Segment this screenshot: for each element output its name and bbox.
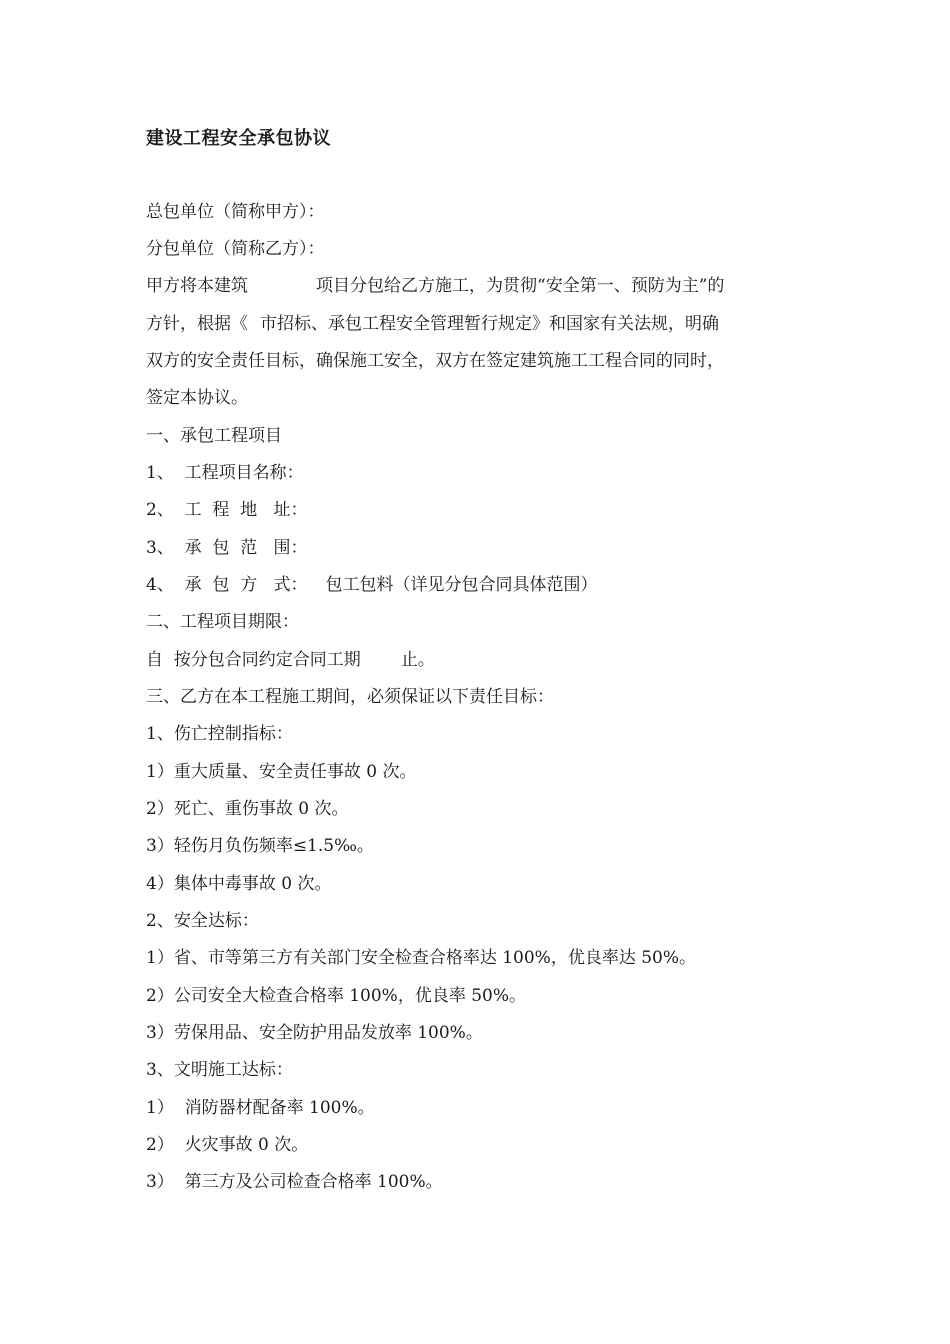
project-period-line — [146, 648, 435, 672]
project-period-end: 止。 — [400, 650, 435, 670]
civilized-item-2: 2） 火灾事故 0 次。 — [146, 1135, 309, 1155]
intro-text-b: 项目分包给乙方施工，为贯彻“安全第一、预防为主”的 — [316, 276, 725, 296]
safety-standard-item-2: 2）公司安全大检查合格率 100%，优良率 50%。 — [146, 986, 527, 1006]
intro-text-a: 甲方将本建筑 — [146, 276, 248, 296]
safety-standard-item-1: 1）省、市等第三方有关部门安全检查合格率达 100%，优良率达 50%。 — [146, 948, 697, 968]
intro-paragraph-line-3: 双方的安全责任目标，确保施工安全，双方在签定建筑施工工程合同的同时， — [146, 351, 724, 371]
casualty-item-1: 1）重大质量、安全责任事故 0 次。 — [146, 762, 417, 782]
civilized-item-3: 3） 第三方及公司检查合格率 100%。 — [146, 1172, 443, 1192]
casualty-item-3: 3）轻伤月负伤频率≤1.5‰。 — [146, 836, 374, 856]
project-period-text: 自 按分包合同约定合同工期 — [146, 650, 361, 670]
contract-method-label: 4、 承 包 方 式： — [146, 575, 308, 595]
section-heading-1: 一、承包工程项目 — [146, 426, 282, 446]
safety-standard-heading: 2、安全达标： — [146, 911, 259, 931]
intro-text-d: 市招标、承包工程安全管理暂行规定》和国家有关法规，明确 — [260, 314, 719, 334]
intro-paragraph-line-1 — [146, 274, 724, 298]
contract-method-value: 包工包料（详见分包合同具体范围） — [325, 575, 598, 595]
section-heading-3: 三、乙方在本工程施工期间，必须保证以下责任目标： — [146, 687, 554, 707]
intro-paragraph-line-4: 签定本协议。 — [146, 388, 248, 408]
casualty-item-2: 2）死亡、重伤事故 0 次。 — [146, 799, 349, 819]
section-heading-2: 二、工程项目期限： — [146, 612, 299, 632]
civilized-item-1: 1） 消防器材配备率 100%。 — [146, 1098, 375, 1118]
contract-scope-line: 3、 承 包 范 围： — [146, 538, 308, 558]
casualty-item-4: 4）集体中毒事故 0 次。 — [146, 874, 332, 894]
intro-paragraph-line-2 — [146, 312, 719, 336]
intro-text-c: 方针，根据《 — [146, 314, 248, 334]
safety-standard-item-3: 3）劳保用品、安全防护用品发放率 100%。 — [146, 1023, 483, 1043]
civilized-construction-heading: 3、文明施工达标： — [146, 1060, 293, 1080]
subcontractor-line: 分包单位（简称乙方）： — [146, 239, 325, 259]
casualty-control-heading: 1、伤亡控制指标： — [146, 724, 293, 744]
document-title: 建设工程安全承包协议 — [146, 128, 331, 149]
project-name-line: 1、 工程项目名称： — [146, 463, 304, 483]
general-contractor-line: 总包单位（简称甲方）： — [146, 202, 325, 222]
project-address-line: 2、 工 程 地 址： — [146, 500, 308, 520]
contract-method-line — [146, 573, 597, 597]
